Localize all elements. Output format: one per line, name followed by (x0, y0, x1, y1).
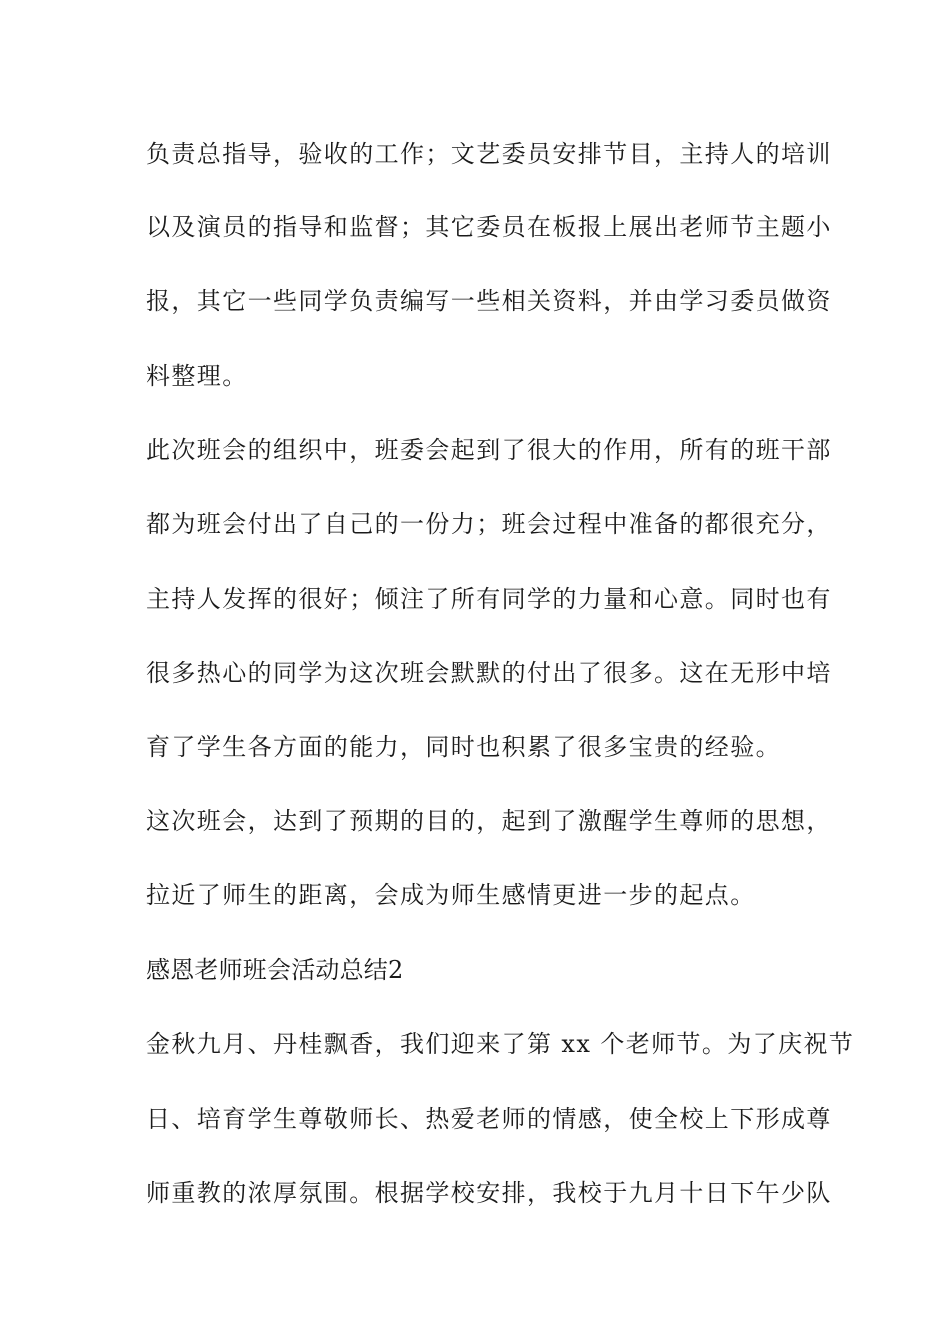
paragraph-line: 主持人发挥的很好；倾注了所有同学的力量和心意。同时也有 (146, 585, 832, 613)
paragraph-line: 负责总指导，验收的工作；文艺委员安排节目，主持人的培训 (146, 140, 832, 168)
paragraph-line: 这次班会，达到了预期的目的，起到了激醒学生尊师的思想， (146, 807, 832, 835)
paragraph-line: 料整理。 (146, 362, 248, 390)
paragraph-line: 以及演员的指导和监督；其它委员在板报上展出老师节主题小 (146, 213, 832, 241)
paragraph-line: 都为班会付出了自己的一份力；班会过程中准备的都很充分， (146, 510, 832, 538)
paragraph-line: 此次班会的组织中，班委会起到了很大的作用，所有的班干部 (146, 436, 832, 464)
paragraph-line: 拉近了师生的距离，会成为师生感情更进一步的起点。 (146, 881, 756, 909)
paragraph-line: 日、培育学生尊敬师长、热爱老师的情感，使全校上下形成尊 (146, 1105, 832, 1133)
section-heading: 感恩老师班会活动总结2 (146, 956, 404, 984)
paragraph-line: 金秋九月、丹桂飘香，我们迎来了第 xx 个老师节。为了庆祝节 (146, 1030, 855, 1058)
paragraph-line: 育了学生各方面的能力，同时也积累了很多宝贵的经验。 (146, 733, 781, 761)
paragraph-line: 师重教的浓厚氛围。根据学校安排，我校于九月十日下午少队 (146, 1179, 832, 1207)
paragraph-line: 报，其它一些同学负责编写一些相关资料，并由学习委员做资 (146, 287, 832, 315)
paragraph-line: 很多热心的同学为这次班会默默的付出了很多。这在无形中培 (146, 659, 832, 687)
